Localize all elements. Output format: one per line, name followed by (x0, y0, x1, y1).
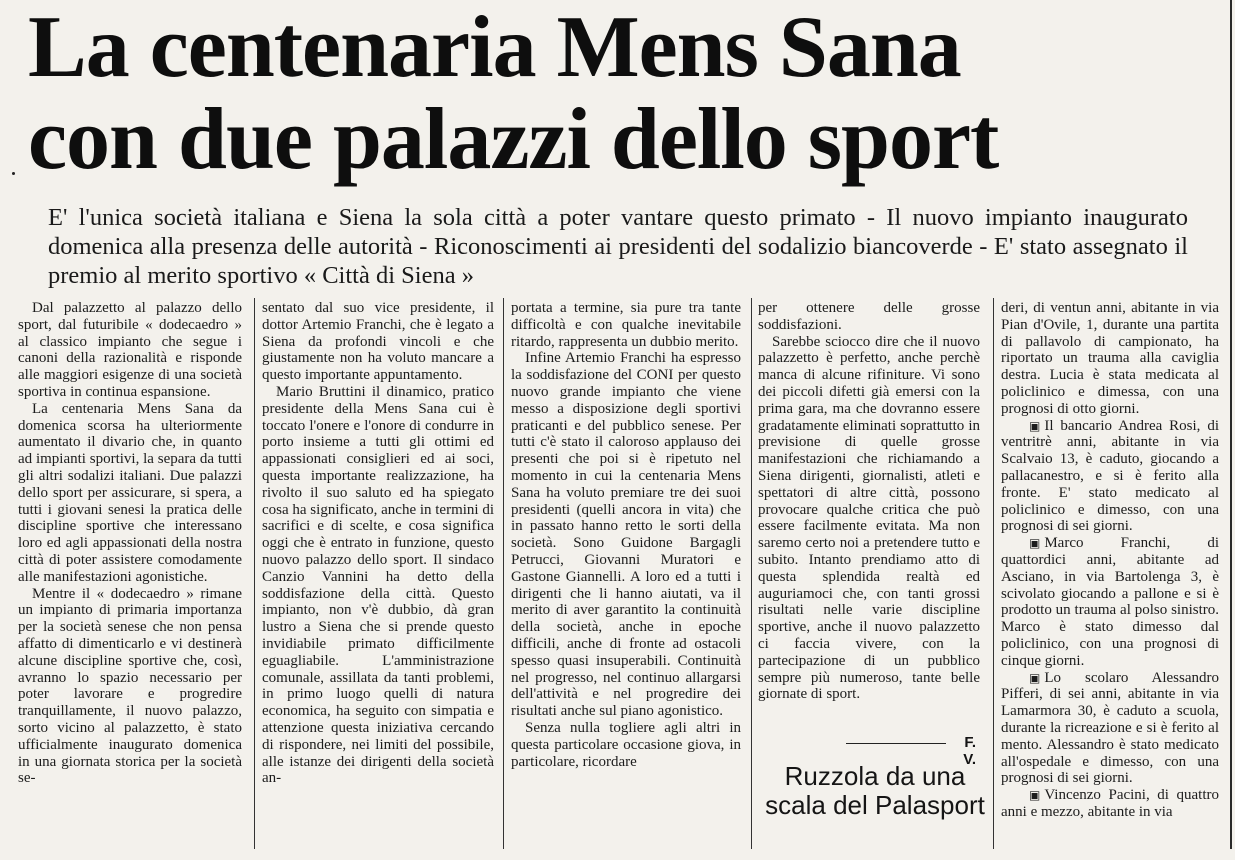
paragraph: portata a termine, sia pure tra tante difficoltà e con qualche inevitabile ritardo, rappresenta un dubbio merito. (511, 300, 741, 350)
signature-rule (846, 743, 946, 744)
paragraph: Infine Artemio Franchi ha espresso la soddisfazione del CONI per questo nuovo grande impianto che viene messo a disposizione degli sportivi praticanti e del pubblico senese. Per tutti c'è stato il caloroso applauso dei presenti che poi si è ripetuto nel momento in cui la centenaria Mens Sana ha voluto premiare tre dei suoi presidenti (quelli ancora in vita) che in passato hanno retto le sorti della società. Sono Guidone Bargagli Petrucci, Giovanni Muratori e Gastone Giannelli. A loro ed a tutti i dirigenti che li hanno aiutati, va il merito di aver garantito la continuità della società, anche in epoche difficili, anche di fronte ad ostacoli spesso quasi insuperabili. Continuità nel progresso, nel continuo allargarsi dell'attività e nel progredire dei risultati anche sul piano agonistico. (511, 350, 741, 720)
paragraph: Mentre il « dodecaedro » rimane un impianto di primaria importanza per la società senese che non pensa affatto di dimenticarlo e vi destinerà alcune discipline sportive che, così, avranno lo spazio necessario per poter lavorare e progredire tranquillamente, il nuovo palazzo, sorto vicino al palazzetto, è stato ufficialmente inaugurato domenica in una giornata storica per la società se- (18, 585, 242, 787)
article-column-2 (262, 300, 494, 860)
paragraph: deri, di ventun anni, abitante in via Pian d'Ovile, 1, durante una partita di pallavolo di campionato, ha riportato un trauma alla caviglia destra. Lucia è stata medicata al policlinico e dimessa, con una prognosi di otto giorni. (1001, 300, 1219, 417)
news-item (1001, 787, 1219, 821)
headline-line-1: La centenaria Mens Sana (28, 0, 961, 96)
article-subheadline: E' l'unica società italiana e Siena la sola città a poter vantare questo primato - Il nuovo impianto inaugurato domenica alla presenza delle autorità - Riconoscimenti ai presidenti del sodalizio biancoverde - E' stato assegnato il premio al merito sportivo « Città di Siena » (48, 204, 1188, 289)
article-column-3 (511, 300, 741, 860)
paragraph: Sarebbe sciocco dire che il nuovo palazzetto è perfetto, anche perchè manca di alcune rifiniture. Vi sono dei piccoli difetti già emersi con la prima gara, ma che dovranno essere gradatamente eliminati soprattutto in previsione di quelle grosse manifestazioni che richiamando a Siena dirigenti, giornalisti, atleti e spettatori di altre città, possono provocare qualche critica che può essere facilmente evitata. Ma non saremo certo noi a pretendere tutto e subito. Intanto prendiamo atto di questa splendida realtà ed auguriamoci che, con tanti grossi risultati nelle varie discipline sportive, anche il nuovo palazzetto ci faccia vivere, con la partecipazione di un pubblico sempre più numeroso, tante belle giornate di sport. (758, 333, 980, 703)
news-item (1001, 670, 1219, 788)
news-item-text: Il bancario Andrea Rosi, di ventritrè anni, abitante in via Scalvaio 13, è caduto, giocando a pallacanestro, e si è ferito alla fronte. E' stato medicato al policlinico e dimesso, con una prognosi di sei giorni. (1001, 417, 1219, 535)
article-column-5 (1001, 300, 1219, 860)
news-item-text: Vincenzo Pacini, di quattro anni e mezzo, abitante in via (1001, 787, 1219, 820)
sidebar-story-title: Ruzzola da una scala del Palasport (765, 761, 985, 820)
article-column-4 (758, 300, 980, 740)
paragraph: sentato dal suo vice presidente, il dottor Artemio Franchi, che è legato a Siena da profondi vincoli e che giustamente non ha voluto mancare a questo importante appuntamento. (262, 300, 494, 384)
article-headline (28, 2, 1208, 186)
article-column-1 (18, 300, 242, 860)
news-item (1001, 535, 1219, 669)
column-divider (503, 298, 504, 849)
headline-line-2: con due palazzi dello sport (28, 91, 999, 188)
news-item (1001, 418, 1219, 536)
square-bullet-icon: ▣ (1029, 418, 1041, 433)
square-bullet-icon: ▣ (1029, 670, 1041, 685)
column-divider (993, 298, 994, 849)
column-divider (751, 298, 752, 849)
square-bullet-icon: ▣ (1029, 536, 1041, 551)
page-edge-border (1230, 0, 1232, 849)
paragraph: Senza nulla togliere agli altri in questa particolare occasione giova, in particolare, ricordare (511, 719, 741, 770)
paragraph: La centenaria Mens Sana da domenica scorsa ha ulteriormente aumentato il divario che, in quanto ad impianti sportivi, la separa da tutti gli altri sodalizi italiani. Due palazzi dello sport per assicurare, si spera, a tutti i giovani senesi la pratica delle discipline sportive che interessano loro ed agli appassionati della nostra città di poter assistere comodamente alle manifestazioni agonistiche. (18, 400, 242, 585)
paragraph: per ottenere delle grosse soddisfazioni. (758, 300, 980, 333)
paragraph: Dal palazzetto al palazzo dello sport, dal futuribile « dodecaedro » al classico impianto che segue i canoni della razionalità e risponde alle maggiori esigenze di una società sportiva in continua espansione. (18, 300, 242, 400)
news-item-text: Lo scolaro Alessandro Pifferi, di sei anni, abitante in via Lamarmora 30, è caduto a scuola, durante la ricreazione e si è ferito al mento. Alessandro è stato medicato all'ospedale e dimesso, con una prognosi di sei giorni. (1001, 669, 1219, 787)
paragraph: Mario Bruttini il dinamico, pratico presidente della Mens Sana cui è toccato l'onere e l'onore di condurre in porto insieme a tutti gli ottimi ed appassionati consiglieri ed ai soci, questa importante realizzazione, ha rivolto il suo saluto ed ha spiegato cosa ha significato, anche in termini di sacrifici e di scelte, e cosa significa oggi che è entrato in funzione, questo nuovo palazzo dello sport. Il sindaco Canzio Vannini ha detto della soddisfazione della città. Questo impianto, non v'è dubbio, dà gran lustro a Siena che si prende questo invidiabile primato difficilmente eguagliabile. L'amministrazione comunale, assillata da tanti problemi, in primo luogo quelli di natura economica, ha seguito con simpatia e attenzione questa iniziativa cercando di rispondere, nei limiti del possibile, alle istanze dei dirigenti della società an- (262, 383, 494, 787)
print-speck (12, 172, 15, 175)
column-divider (254, 298, 255, 849)
news-item-text: Marco Franchi, di quattordici anni, abitante ad Asciano, in via Bartolenga 3, è scivolato giocando a pallone e si è prodotto un trauma al polso sinistro. Marco è stato dimesso dal policlinico, con una prognosi di cinque giorni. (1001, 535, 1219, 669)
square-bullet-icon: ▣ (1029, 788, 1041, 803)
author-initials: F. V. (963, 734, 976, 768)
